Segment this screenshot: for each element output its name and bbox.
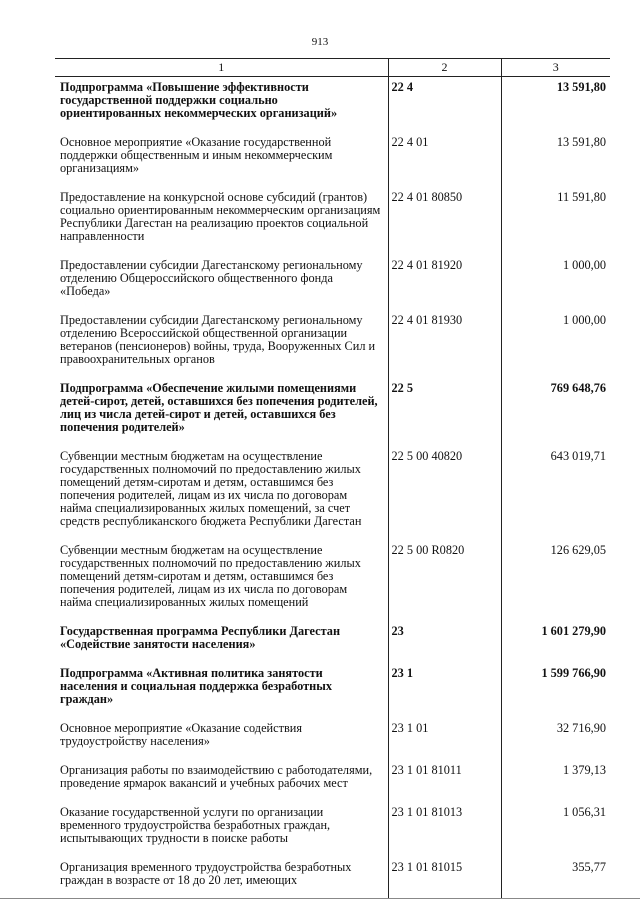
row-amount-cell: 32 716,90 bbox=[556, 721, 606, 735]
table-row bbox=[55, 717, 610, 759]
row-amount-cell: 769 648,76 bbox=[550, 381, 606, 395]
row-code-cell: 22 4 01 80850 bbox=[388, 186, 501, 254]
table-body bbox=[55, 77, 610, 899]
row-name-cell: Основное мероприятие «Оказание содействия трудоустройству населения» bbox=[55, 717, 388, 759]
column-header-code: 2 bbox=[388, 59, 501, 77]
row-name-cell: Подпрограмма «Обеспечение жилыми помещениями детей-сирот, детей, оставшихся без попечения родителей, лиц из числа детей-сирот и детей, оставшихся без попечения родителей» bbox=[55, 377, 388, 445]
table-row bbox=[55, 856, 610, 898]
table-row bbox=[55, 801, 610, 856]
table-row bbox=[55, 254, 610, 309]
row-code-cell: 22 4 bbox=[388, 77, 501, 132]
row-amount-cell: 1 000,00 bbox=[562, 258, 606, 272]
column-header-amount: 3 bbox=[501, 59, 610, 77]
budget-table-container bbox=[55, 58, 610, 898]
row-amount-cell: 126 629,05 bbox=[550, 543, 606, 557]
row-amount-cell: 11 591,80 bbox=[557, 190, 606, 204]
table-header bbox=[55, 59, 610, 77]
row-code-cell: 22 4 01 bbox=[388, 131, 501, 186]
row-amount-cell: 1 601 279,90 bbox=[541, 624, 606, 638]
row-name-cell: Основное мероприятие «Оказание государственной поддержки общественным и иным некоммерческим организациям» bbox=[55, 131, 388, 186]
row-name-cell: Субвенции местным бюджетам на осуществление государственных полномочий по предоставлению жилых помещений детям-сиротам и детям, оставшимся без попечения родителей, лицам из их числа по договорам найма специализированных жилых помещений bbox=[55, 539, 388, 620]
row-code-cell: 23 1 01 81015 bbox=[388, 856, 501, 898]
row-code-cell: 22 4 01 81930 bbox=[388, 309, 501, 377]
row-amount-cell: 1 000,00 bbox=[562, 313, 606, 327]
row-name-cell: Организация временного трудоустройства безработных граждан в возрасте от 18 до 20 лет, имеющих bbox=[55, 856, 388, 898]
row-name-cell: Подпрограмма «Повышение эффективности государственной поддержки социально ориентированных некоммерческих организаций» bbox=[55, 77, 388, 132]
page-number: 913 bbox=[311, 36, 329, 48]
row-code-cell: 22 5 bbox=[388, 377, 501, 445]
row-amount-cell: 1 599 766,90 bbox=[541, 666, 606, 680]
table-row bbox=[55, 131, 610, 186]
table-row bbox=[55, 662, 610, 717]
row-name-cell: Оказание государственной услуги по организации временного трудоустройства безработных граждан, испытывающих трудности в поиске работы bbox=[55, 801, 388, 856]
row-name-cell: Субвенции местным бюджетам на осуществление государственных полномочий по предоставлению жилых помещений детям-сиротам и детям, оставшимся без попечения родителей, лицам из их числа по договорам найма специализированных жилых помещений, за счет средств республиканского бюджета Республики Дагестан bbox=[55, 445, 388, 539]
table-row bbox=[55, 377, 610, 445]
row-name-cell: Предоставлении субсидии Дагестанскому региональному отделению Общероссийского общественного фонда «Победа» bbox=[55, 254, 388, 309]
row-name-cell: Предоставлении субсидии Дагестанскому региональному отделению Всероссийской общественной организации ветеранов (пенсионеров) войны, труда, Вооруженных Сил и правоохранительных органов bbox=[55, 309, 388, 377]
row-code-cell: 23 1 01 81011 bbox=[388, 759, 501, 801]
row-name-cell: Подпрограмма «Активная политика занятости населения и социальная поддержка безработных граждан» bbox=[55, 662, 388, 717]
table-row bbox=[55, 759, 610, 801]
table-row bbox=[55, 309, 610, 377]
row-name-cell: Предоставление на конкурсной основе субсидий (грантов) социально ориентированным некоммерческим организациям Республики Дагестан на реализацию проектов социальной направленности bbox=[55, 186, 388, 254]
column-header-name: 1 bbox=[55, 59, 388, 77]
row-code-cell: 23 1 01 bbox=[388, 717, 501, 759]
header-row bbox=[55, 59, 610, 77]
row-amount-cell: 13 591,80 bbox=[556, 135, 606, 149]
row-amount-cell: 1 379,13 bbox=[562, 763, 606, 777]
table-row bbox=[55, 620, 610, 662]
table-row bbox=[55, 445, 610, 539]
row-code-cell: 23 1 bbox=[388, 662, 501, 717]
row-code-cell: 22 5 00 R0820 bbox=[388, 539, 501, 620]
row-code-cell: 22 4 01 81920 bbox=[388, 254, 501, 309]
bottom-scan-edge bbox=[0, 898, 640, 899]
row-name-cell: Организация работы по взаимодействию с работодателями, проведение ярмарок вакансий и учебных рабочих мест bbox=[55, 759, 388, 801]
table-row bbox=[55, 77, 610, 132]
row-amount-cell: 13 591,80 bbox=[556, 80, 606, 94]
row-name-cell: Государственная программа Республики Дагестан «Содействие занятости населения» bbox=[55, 620, 388, 662]
table-row bbox=[55, 186, 610, 254]
row-amount-cell: 1 056,31 bbox=[562, 805, 606, 819]
table-row bbox=[55, 539, 610, 620]
row-amount-cell: 355,77 bbox=[572, 860, 606, 874]
row-code-cell: 23 bbox=[388, 620, 501, 662]
row-code-cell: 23 1 01 81013 bbox=[388, 801, 501, 856]
budget-table bbox=[55, 58, 610, 898]
row-amount-cell: 643 019,71 bbox=[550, 449, 606, 463]
row-code-cell: 22 5 00 40820 bbox=[388, 445, 501, 539]
